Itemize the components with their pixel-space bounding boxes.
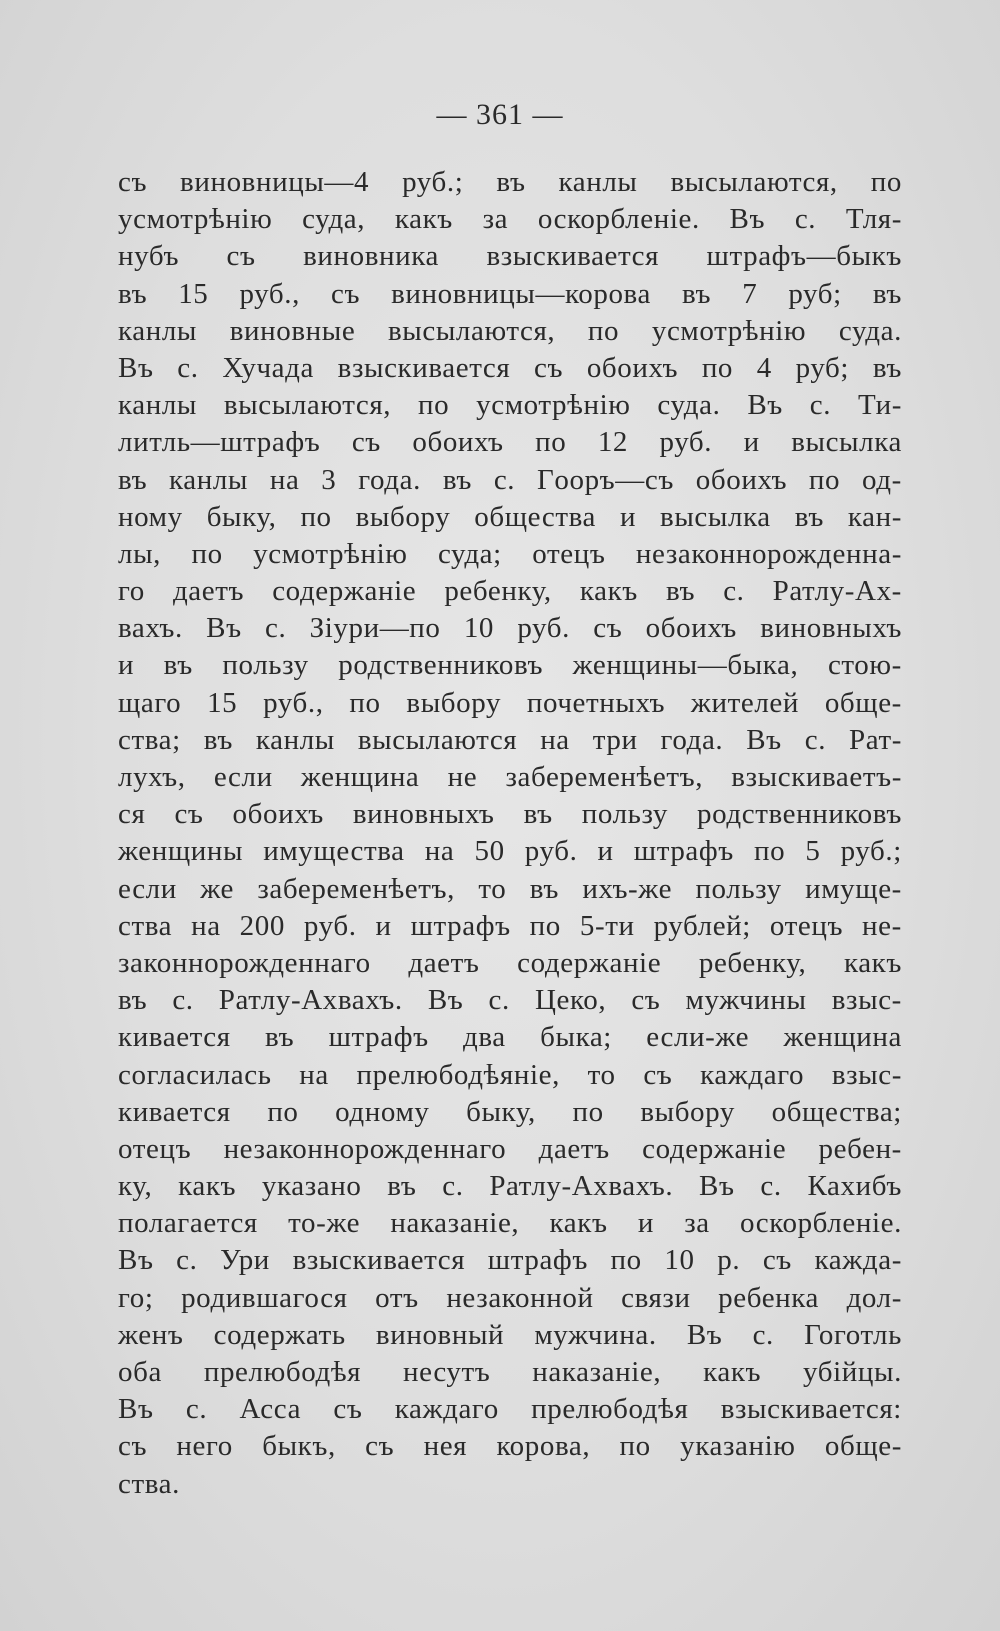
text-line: нубъ съ виновника взыскивается штрафъ—быкъ xyxy=(118,240,902,273)
text-line: канлы виновные высылаются, по усмотрѣнію суда. xyxy=(118,314,902,347)
text-line: го даетъ содержаніе ребенку, какъ въ с. Ратлу-Ах- xyxy=(118,575,902,608)
text-line: лы, по усмотрѣнію суда; отецъ незаконнорожденна- xyxy=(118,537,902,570)
text-line: ному быку, по выбору общества и высылка въ кан- xyxy=(118,500,902,533)
text-line: съ него быкъ, съ нея корова, по указанію обще- xyxy=(118,1430,902,1463)
text-line: законнорожденнаго даетъ содержаніе ребенку, какъ xyxy=(118,946,902,979)
text-line: если же забеременѣетъ, то въ ихъ-же пользу имуще- xyxy=(118,872,902,905)
page-number: — 361 — xyxy=(436,98,564,131)
text-line: щаго 15 руб., по выбору почетныхъ жителей обще- xyxy=(118,686,902,719)
text-line: женщины имущества на 50 руб. и штрафъ по 5 руб.; xyxy=(118,835,902,868)
text-line: оба прелюбодѣя несутъ наказаніе, какъ убійцы. xyxy=(118,1356,902,1388)
text-line: Въ с. Хучада взыскивается съ обоихъ по 4 руб; въ xyxy=(118,351,902,384)
text-line: съ виновницы—4 руб.; въ канлы высылаются, по xyxy=(118,166,902,198)
text-line: ства на 200 руб. и штрафъ по 5-ти рублей; отецъ не- xyxy=(118,909,902,942)
text-line: и въ пользу родственниковъ женщины—быка, стою- xyxy=(118,649,902,682)
text-line: ства. xyxy=(118,1467,180,1500)
text-line: согласилась на прелюбодѣяніе, то съ каждаго взыс- xyxy=(118,1058,902,1091)
text-line: въ канлы на 3 года. въ с. Гooръ—съ обоихъ по од- xyxy=(118,463,902,496)
text-line: кивается въ штрафъ два быка; если-же женщина xyxy=(118,1021,902,1054)
text-line: кивается по одному быку, по выбору общества; xyxy=(118,1095,902,1128)
text-line: ства; въ канлы высылаются на три года. Въ с. Рат- xyxy=(118,723,902,756)
text-line: ся съ обоихъ виновныхъ въ пользу родственниковъ xyxy=(118,798,902,831)
text-line: ку, какъ указано въ с. Ратлу-Ахвахъ. Въ с. Кахибъ xyxy=(118,1170,902,1203)
text-line: литль—штрафъ съ обоихъ по 12 руб. и высылка xyxy=(118,426,902,459)
page-body-text xyxy=(118,164,902,1503)
text-line: вахъ. Въ с. Зіури—по 10 руб. съ обоихъ виновныхъ xyxy=(118,612,902,645)
text-line: усмотрѣнію суда, какъ за оскорбленіе. Въ с. Тля- xyxy=(118,203,902,236)
text-line: полагается то-же наказаніе, какъ и за оскорбленіе. xyxy=(118,1207,902,1240)
text-line: отецъ незаконнорожденнаго даетъ содержаніе ребен- xyxy=(118,1132,902,1165)
text-line: въ 15 руб., съ виновницы—корова въ 7 руб; въ xyxy=(118,277,902,310)
text-line: Въ с. Ури взыскивается штрафъ по 10 р. съ каждa- xyxy=(118,1244,902,1277)
text-line: го; родившагося отъ незаконной связи ребенка дол- xyxy=(118,1281,902,1314)
text-line: канлы высылаются, по усмотрѣнію суда. Въ с. Ти- xyxy=(118,389,902,422)
text-line: Въ с. Асса съ каждаго прелюбодѣя взыскивается: xyxy=(118,1393,902,1426)
text-line: лухъ, если женщина не забеременѣетъ, взыскиваетъ- xyxy=(118,761,902,793)
text-line: женъ содержать виновный мужчина. Въ с. Гоготль xyxy=(118,1318,902,1351)
text-line: въ с. Ратлу-Ахвахъ. Въ с. Цеко, съ мужчины взыс- xyxy=(118,984,902,1017)
